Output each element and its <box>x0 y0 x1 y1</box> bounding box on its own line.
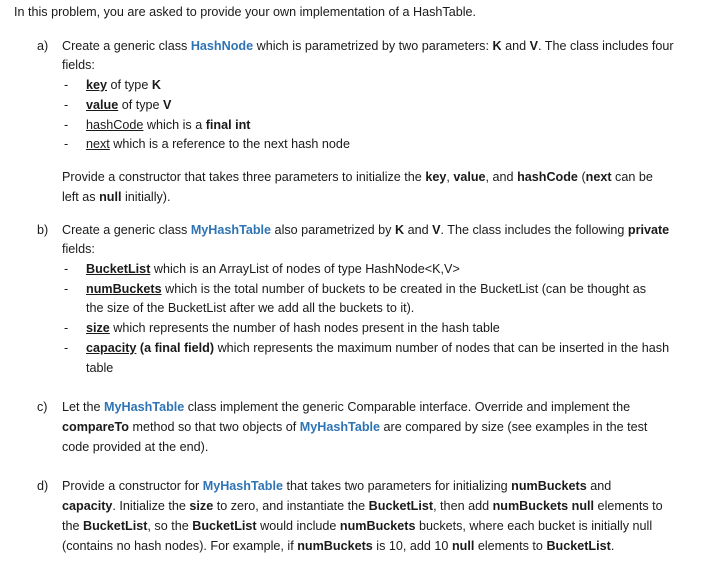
b-line-1: Create a generic class MyHashTable also parametrized by K and V. The class includes the following private <box>62 223 670 237</box>
c-line-2: compareTo method so that two objects of MyHashTable are compared by size (see examples in the test <box>62 420 648 434</box>
b-bullet-capacity-cont: table <box>86 361 114 375</box>
bullet-dash: - <box>64 78 69 92</box>
c-line-1: Let the MyHashTable class implement the generic Comparable interface. Override and implement the <box>62 400 631 414</box>
a-bullet-next: next which is a reference to the next hash node <box>86 137 350 151</box>
d-line-2: capacity. Initialize the size to zero, and instantiate the BucketList, then add numBuckets null elements to <box>62 499 663 513</box>
bullet-dash: - <box>64 262 69 276</box>
b-bullet-numbuckets-cont: the size of the BucketList after we add all the buckets to it). <box>86 301 415 315</box>
d-line-1: Provide a constructor for MyHashTable that takes two parameters for initializing numBuckets and <box>62 479 612 493</box>
label-b: b) <box>37 223 49 237</box>
b-line-2: fields: <box>62 242 95 256</box>
bullet-dash: - <box>64 321 69 335</box>
b-bullet-size: size which represents the number of hash nodes present in the hash table <box>86 321 500 335</box>
label-a: a) <box>37 39 49 53</box>
c-line-3: code provided at the end). <box>62 440 209 454</box>
a-paragraph-line-1: Provide a constructor that takes three parameters to initialize the key, value, and hashCode (next can be <box>62 170 653 184</box>
d-line-4: (contains no hash nodes). For example, if numBuckets is 10, add 10 null elements to BucketList. <box>62 539 615 553</box>
bullet-dash: - <box>64 118 69 132</box>
b-bullet-capacity: capacity (a final field) which represents the maximum number of nodes that can be inserted in the hash <box>86 341 670 355</box>
bullet-dash: - <box>64 98 69 112</box>
intro-text: In this problem, you are asked to provide your own implementation of a HashTable. <box>14 5 477 19</box>
bullet-dash: - <box>64 341 69 355</box>
d-line-3: the BucketList, so the BucketList would include numBuckets buckets, where each bucket is initially null <box>62 519 653 533</box>
bullet-dash: - <box>64 137 69 151</box>
a-line-1: Create a generic class HashNode which is parametrized by two parameters: K and V. The class includes four <box>62 39 674 53</box>
a-line-2: fields: <box>62 58 95 72</box>
a-bullet-value: value of type V <box>86 98 172 112</box>
a-bullet-key: key of type K <box>86 78 161 92</box>
label-c: c) <box>37 400 48 414</box>
a-bullet-hashcode: hashCode which is a final int <box>86 118 251 132</box>
b-bullet-bucketlist: BucketList which is an ArrayList of nodes of type HashNode<K,V> <box>86 262 460 276</box>
label-d: d) <box>37 479 49 493</box>
b-bullet-numbuckets: numBuckets which is the total number of buckets to be created in the BucketList (can be thought as <box>86 282 647 296</box>
a-paragraph-line-2: left as null initially). <box>62 190 171 204</box>
bullet-dash: - <box>64 282 69 296</box>
